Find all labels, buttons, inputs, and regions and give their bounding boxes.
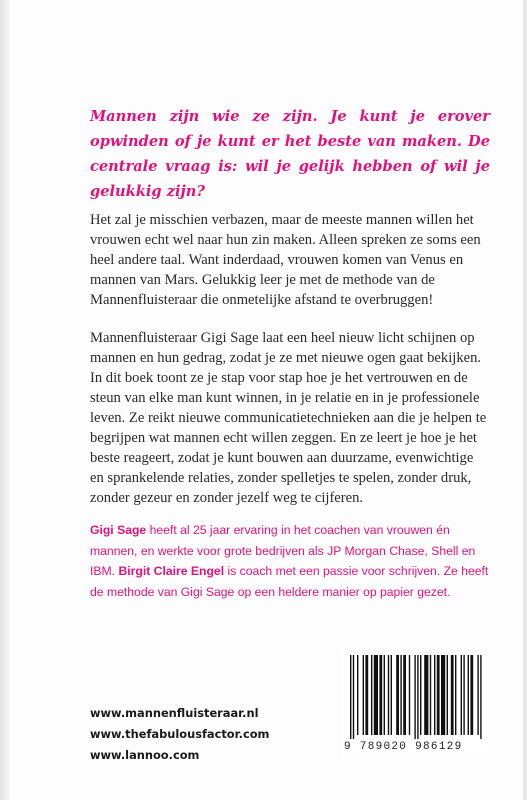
blurb-paragraph-1: Het zal je misschien verbazen, maar de meeste mannen willen het vrouwen echt wel naar hun zin maken. Alleen spreken ze soms een heel andere taal. Want inderdaad, vrouwen komen van Venus en mannen van Mars. Gelukkig leer je met de methode van de Mannenfluisteraar die onmetelijke afstand te overbruggen! bbox=[90, 212, 481, 308]
barcode-bar bbox=[463, 655, 464, 735]
blurb-paragraph-2: Mannenfluisteraar Gigi Sage laat een heel nieuw licht schijnen op mannen en hun gedrag, zodat je ze met nieuwe ogen gaat bekijken. In dit boek toont ze je stap voor stap hoe je het vertrouwen en de steun van elke man kunt winnen, in je relatie en in je professionele leven. Ze reikt nieuwe communicatietechnieken aan die je helpen te begrijpen wat mannen echt willen zeggen. En ze leert je hoe je het beste reageert, zodat je kunt bouwen aan duurzame, evenwichtige en sprankelende relaties, zonder spelletjes te spelen, zonder druk, zonder gezeur en zonder jezelf weg te cijferen. bbox=[90, 330, 487, 506]
link-thefabulousfactor[interactable]: www.thefabulousfactor.com bbox=[90, 727, 270, 741]
link-lannoo[interactable]: www.lannoo.com bbox=[90, 748, 200, 762]
author-bio-text-2: is coach met een passie voor schrijven. Ze heeft de methode van Gigi Sage op een heldere manier op papier gezet. bbox=[90, 564, 489, 599]
barcode-bar bbox=[461, 655, 462, 735]
barcode-bar bbox=[400, 655, 401, 735]
author-bio bbox=[90, 520, 490, 602]
link-mannenfluisteraar[interactable]: www.mannenfluisteraar.nl bbox=[90, 706, 259, 720]
barcode-bars bbox=[342, 653, 494, 739]
barcode-bar bbox=[430, 655, 431, 735]
barcode-bar bbox=[470, 655, 473, 735]
barcode-bar bbox=[447, 655, 448, 735]
author-name-gigi-sage: Gigi Sage bbox=[90, 523, 147, 537]
tagline: Mannen zijn wie ze zijn. Je kunt je erover opwinden of je kunt er het beste van maken. De centrale vraag is: wil je gelijk hebben of wil je gelukkig zijn? bbox=[90, 108, 490, 200]
website-links bbox=[90, 703, 269, 766]
barcode-bar bbox=[437, 655, 440, 735]
barcode-bar bbox=[409, 655, 410, 735]
barcode-bar bbox=[424, 655, 428, 735]
barcode-bar bbox=[414, 655, 415, 739]
barcode-bar bbox=[420, 655, 421, 735]
barcode-bar bbox=[357, 655, 358, 735]
barcode-bar bbox=[417, 655, 418, 739]
barcode-bar bbox=[363, 655, 364, 735]
barcode-bar bbox=[365, 655, 368, 735]
barcode-digits: 9 789020 986129 bbox=[344, 741, 463, 753]
barcode-bar bbox=[388, 655, 389, 735]
barcode-bar bbox=[371, 655, 372, 735]
barcode-bar bbox=[480, 655, 481, 739]
barcode-bar bbox=[468, 655, 469, 735]
barcode-bar bbox=[350, 655, 351, 739]
barcode-bar bbox=[396, 655, 399, 735]
barcode-bar bbox=[434, 655, 435, 735]
barcode-bar bbox=[455, 655, 456, 735]
spine-edge bbox=[0, 0, 10, 800]
isbn-barcode bbox=[342, 653, 494, 757]
right-edge bbox=[523, 0, 527, 800]
barcode-bar bbox=[477, 655, 478, 735]
barcode-bar bbox=[391, 655, 392, 735]
barcode-bar bbox=[353, 655, 354, 739]
author-name-birgit-claire-engel: Birgit Claire Engel bbox=[118, 564, 225, 578]
barcode-bar bbox=[451, 655, 454, 735]
barcode-bar bbox=[379, 655, 382, 735]
barcode-bar bbox=[374, 655, 378, 735]
author-bio-text-1: heeft al 25 jaar ervaring in het coachen van vrouwen én mannen, en werkte voor grote bedrijven als JP Morgan Chase, Shell en IBM. bbox=[90, 523, 476, 578]
barcode-bar bbox=[441, 655, 445, 735]
barcode-bar bbox=[403, 655, 406, 735]
barcode-bar bbox=[384, 655, 385, 735]
